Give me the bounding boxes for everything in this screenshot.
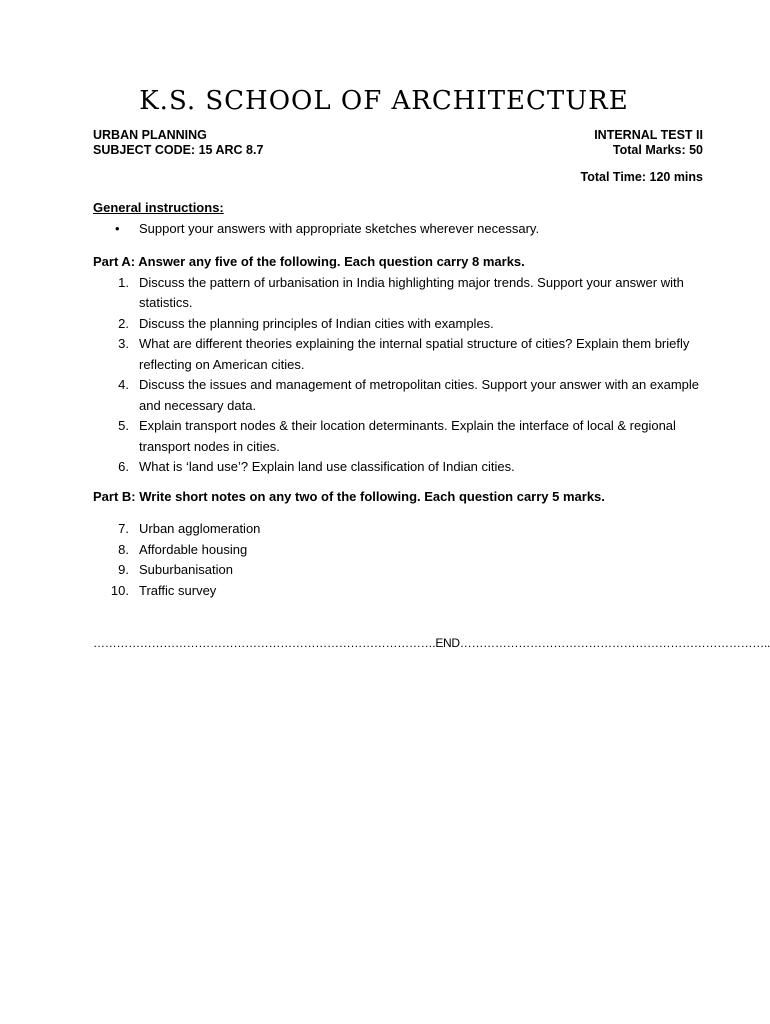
total-time: Total Time: 120 mins [580, 170, 703, 184]
end-marker [93, 636, 770, 650]
part-a-heading: Part A: Answer any five of the following. Each question carry 8 marks. [93, 254, 525, 269]
question-item [93, 314, 703, 335]
question-number: 2. [118, 315, 129, 331]
question-text: Urban agglomeration [139, 521, 261, 536]
question-number: 8. [118, 541, 129, 557]
question-number: 9. [118, 562, 129, 577]
question-text: Discuss the planning principles of Indian cities with examples. [139, 315, 494, 331]
question-item [93, 273, 703, 314]
bullet-icon: • [115, 220, 120, 236]
question-text: Discuss the pattern of urbanisation in India highlighting major trends. Support your answer with statistics. [139, 274, 684, 310]
school-title-container [0, 86, 768, 116]
part-a-section [93, 252, 703, 478]
end-dots-left: ……………………………………………………………………………. [93, 636, 436, 650]
question-text: Discuss the issues and management of metropolitan cities. Support your answer with an example and necessary data. [139, 377, 700, 413]
question-text: Suburbanisation [139, 562, 233, 577]
question-item [93, 416, 703, 457]
question-item [93, 334, 703, 375]
general-instructions [93, 198, 703, 239]
part-b-section [93, 519, 703, 601]
question-number: 6. [118, 459, 129, 474]
question-text: Explain transport nodes & their location determinants. Explain the interface of local & regional transport nodes in cities. [139, 418, 676, 454]
end-dots-right: …………………………………………………………………….. [459, 636, 770, 650]
instruction-text: Support your answers with appropriate sketches wherever necessary. [139, 220, 540, 236]
question-number: 4. [118, 377, 129, 392]
question-text: Affordable housing [139, 541, 248, 557]
question-number: 10. [110, 582, 129, 598]
question-item [93, 375, 703, 416]
school-title: K.S. SCHOOL OF ARCHITECTURE [139, 86, 629, 116]
instructions-heading: General instructions: [93, 200, 224, 215]
total-marks: Total Marks: 50 [612, 143, 703, 157]
question-item [93, 540, 703, 561]
part-b-heading-block [93, 487, 703, 508]
question-number: 5. [118, 418, 129, 433]
question-number: 3. [118, 336, 129, 351]
question-item [93, 581, 703, 602]
subject-name: URBAN PLANNING [93, 128, 207, 142]
question-item [93, 560, 703, 581]
instruction-item [93, 219, 703, 240]
end-label: END [435, 636, 460, 650]
question-text: What is ‘land use’? Explain land use classification of Indian cities. [139, 459, 515, 474]
question-text: What are different theories explaining the internal spatial structure of cities? Explain them briefly reflecting on American cities. [139, 336, 690, 372]
question-item [93, 519, 703, 540]
question-number: 7. [118, 521, 129, 536]
part-b-heading: Part B: Write short notes on any two of the following. Each question carry 5 marks. [93, 489, 605, 504]
test-name: INTERNAL TEST II [594, 128, 703, 142]
subject-code: SUBJECT CODE: 15 ARC 8.7 [93, 143, 264, 157]
question-item [93, 457, 703, 478]
question-number: 1. [118, 274, 129, 290]
question-text: Traffic survey [139, 582, 217, 598]
